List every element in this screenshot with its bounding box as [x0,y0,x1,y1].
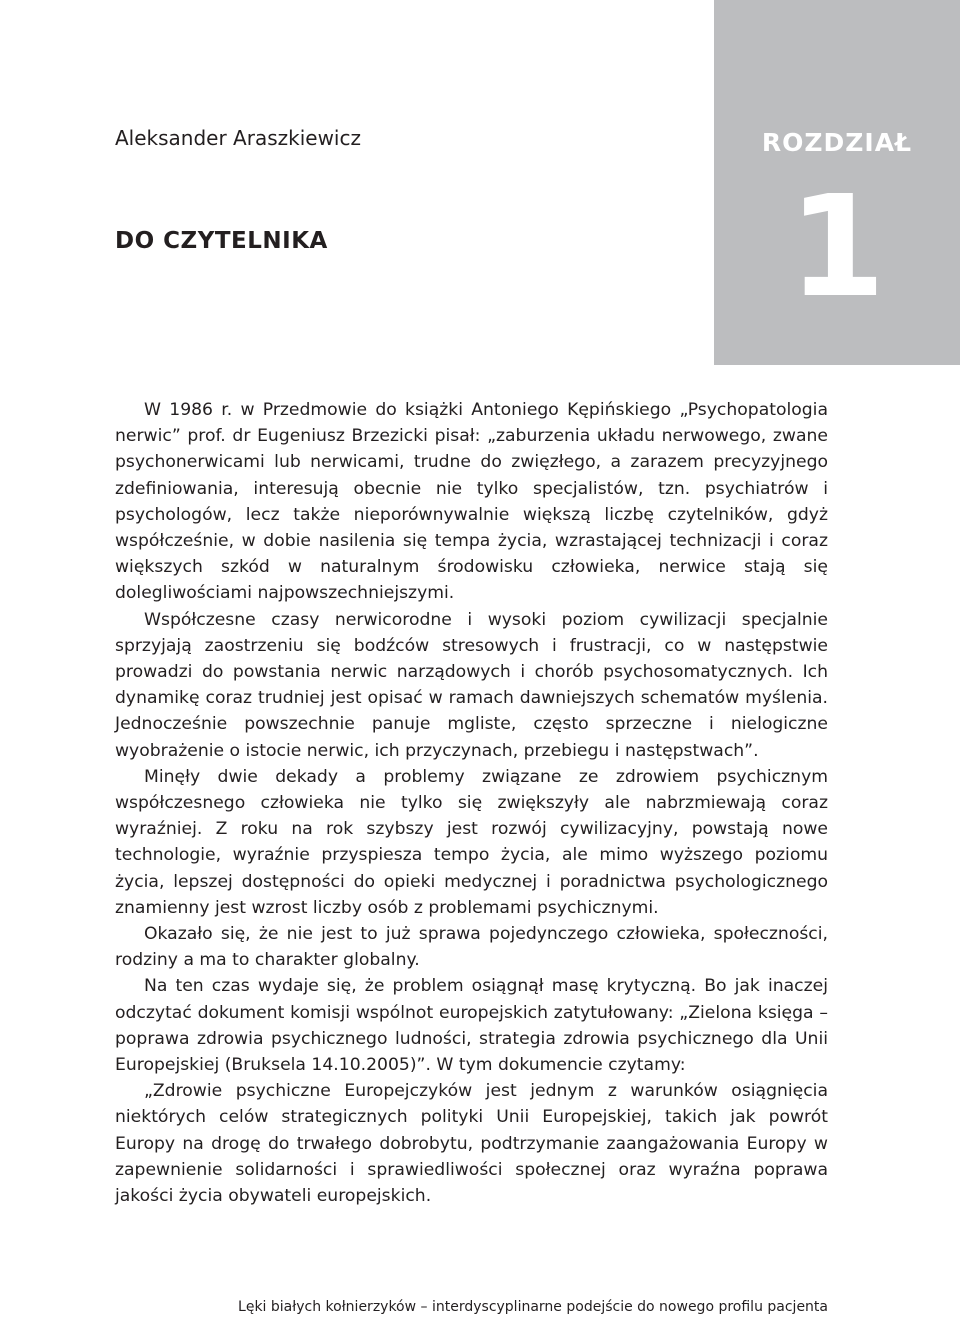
page-footer: Lęki białych kołnierzyków – interdyscyplinarne podejście do nowego profilu pacjenta [238,1299,828,1315]
paragraph: Minęły dwie dekady a problemy związane ze zdrowiem psychicznym współczesnego człowieka nie tylko się zwiększyły ale nabrzmiewają coraz wyraźniej. Z roku na rok szybszy jest rozwój cywilizacyjny, powstają nowe technologie, wyraźnie przyspiesza tempo życia, ale mimo wyższego poziomu życia, lepszej dostępności do opieki medycznej i poradnictwa psychologicznego znamienny jest wzrost liczby osób z problemami psychicznymi. [115,766,828,918]
section-heading: DO CZYTELNIKA [115,228,328,254]
chapter-box [714,0,960,365]
chapter-label: ROZDZIAŁ [761,128,913,157]
paragraph: Współczesne czasy nerwicorodne i wysoki poziom cywilizacji specjalnie sprzyjają zaostrzeniu się bodźców stresowych i frustracji, co w następstwie prowadzi do powstania nerwic narządowych i chorób psychosomatycznych. Ich dynamikę coraz trudniej jest opisać w ramach dawniejszych schematów myślenia. Jednocześnie powszechnie panuje mgliste, często sprzeczne i nielogiczne wyobrażenie o istocie nerwic, ich przyczynach, przebiegu i następstwach”. [115,609,828,761]
paragraph: Na ten czas wydaje się, że problem osiągnął masę krytyczną. Bo jak inaczej odczytać dokument komisji wspólnot europejskich zatytułowany: „Zielona księga – poprawa zdrowia psychicznego ludności, strategia zdrowia psychicznego dla Unii Europejskiej (Bruksela 14.10.2005)”. W tym dokumencie czytamy: [115,976,828,1076]
author-name: Aleksander Araszkiewicz [115,126,361,150]
body-text [115,397,828,1209]
paragraph: „Zdrowie psychiczne Europejczyków jest jednym z warunków osiągnięcia niektórych celów strategicznych polityki Unii Europejskiej, takich jak powrót Europy na drogę do trwałego dobrobytu, podtrzymanie zaangażowania Europy w zapewnienie solidarności i sprawiedliwości społecznej oraz wyraźna poprawa jakości życia obywateli europejskich. [115,1081,828,1207]
chapter-number: 1 [788,166,886,329]
paragraph: Okazało się, że nie jest to już sprawa pojedynczego człowieka, społeczności, rodziny a ma to charakter globalny. [115,924,828,971]
paragraph: W 1986 r. w Przedmowie do książki Antoniego Kępińskiego „Psychopatologia nerwic” prof. dr Eugeniusz Brzezicki pisał: „zaburzenia układu nerwowego, zwane psychonerwicami lub nerwicami, trudne do zwięzłego, a zarazem precyzyjnego zdefiniowania, interesują obecnie nie tylko specjalistów, tzn. psychiatrów i psychologów, lecz także nieporównywalnie większą liczbę czytelników, gdyż współcześnie, w dobie nasilenia się tempa życia, wzrastającej technizacji i coraz większych szkód w naturalnym środowisku człowieka, nerwice stają się dolegliwościami najpowszechniejszymi. [115,400,828,604]
